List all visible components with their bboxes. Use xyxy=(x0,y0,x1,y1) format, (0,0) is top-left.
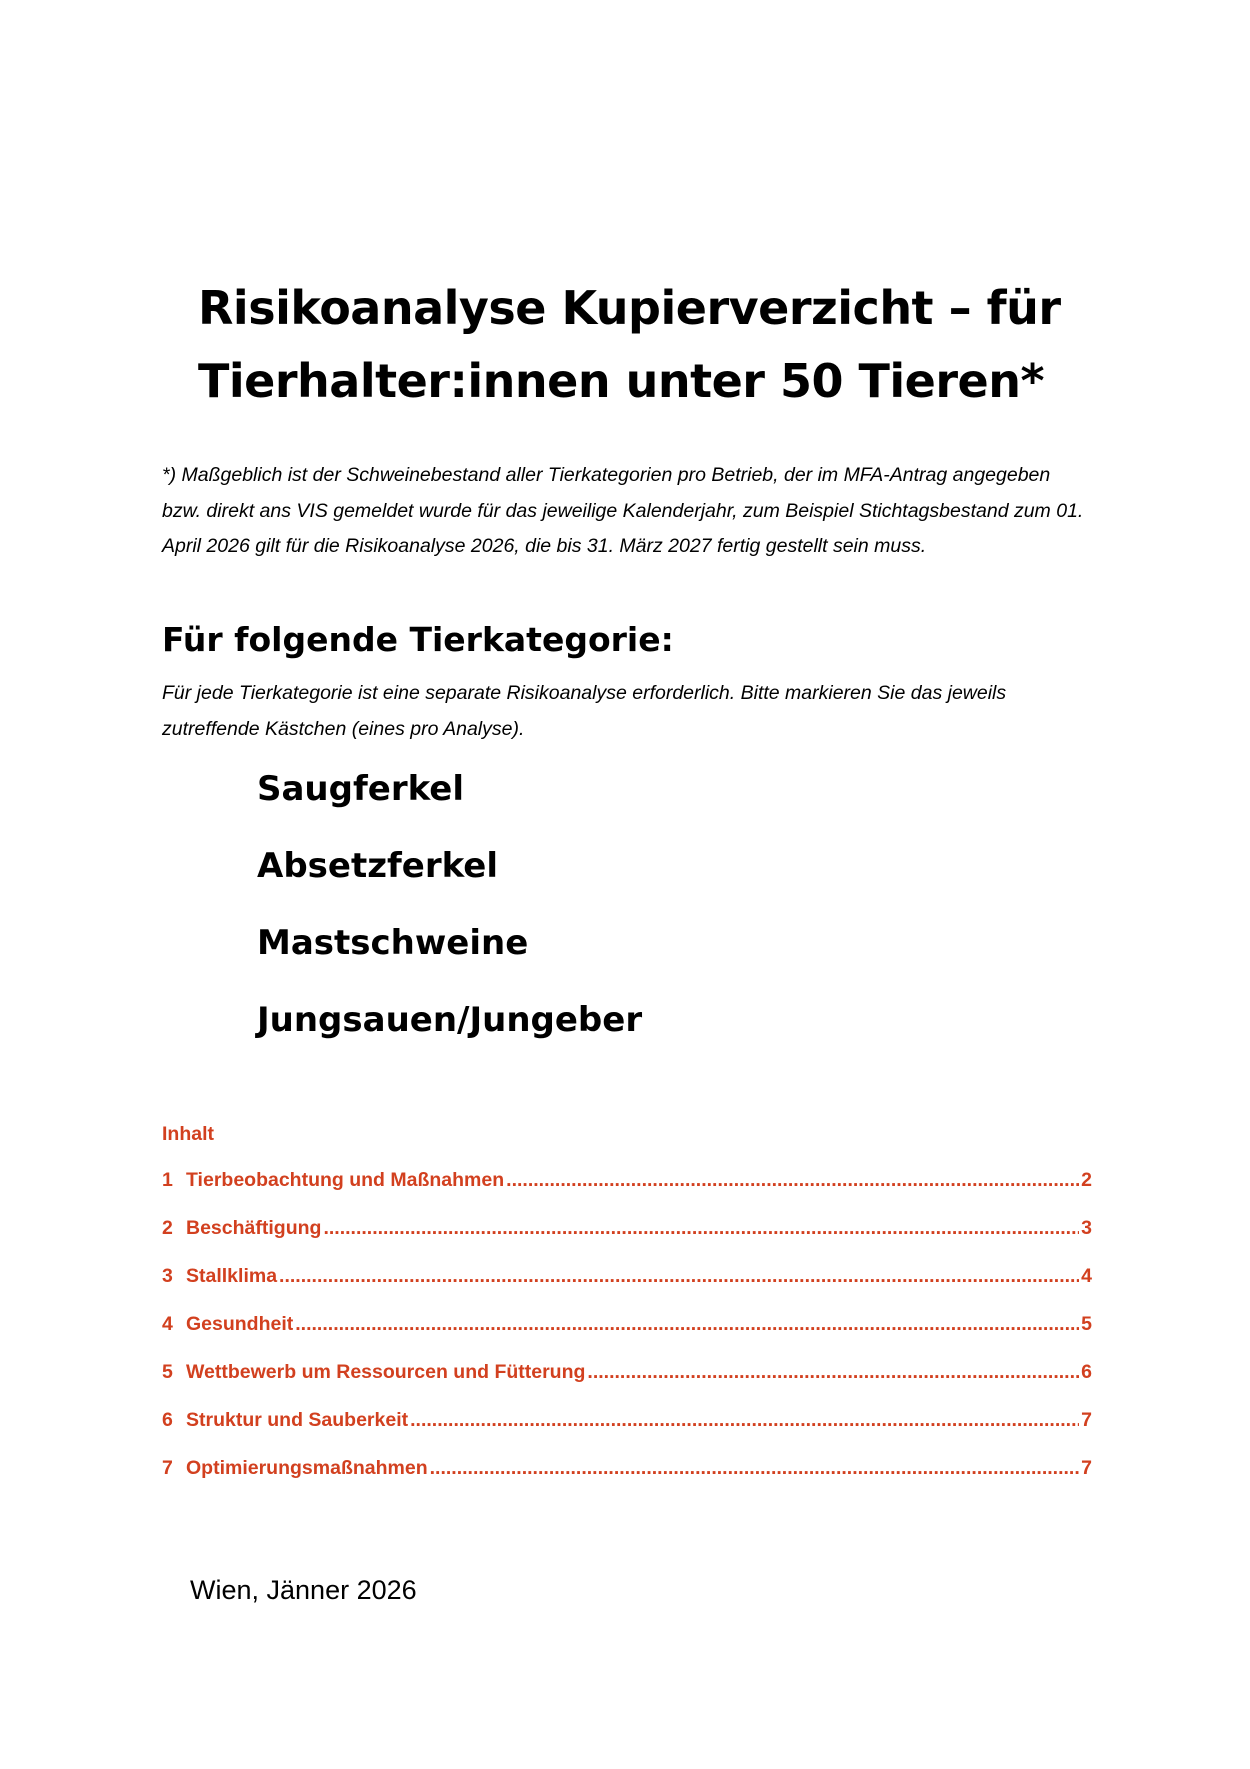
toc-entry-page: 7 xyxy=(1081,1457,1092,1479)
toc-entry-label: Tierbeobachtung und Maßnahmen xyxy=(186,1169,505,1191)
toc-dot-leader xyxy=(506,1164,1079,1196)
toc-entry-label: Stallklima xyxy=(186,1265,278,1287)
toc-entry-stallklima[interactable] xyxy=(162,1260,1092,1308)
place-and-date: Wien, Jänner 2026 xyxy=(190,1575,417,1605)
toc-entry-optimierung[interactable] xyxy=(162,1452,1092,1500)
toc-entry-number: 3 xyxy=(162,1265,173,1287)
toc-entry-number: 7 xyxy=(162,1457,173,1479)
toc-dot-leader xyxy=(430,1452,1080,1484)
toc-entry-label: Wettbewerb um Ressourcen und Fütterung xyxy=(186,1361,586,1383)
toc-entry-gesundheit[interactable] xyxy=(162,1308,1092,1356)
category-list xyxy=(257,764,642,1072)
toc-entry-struktur[interactable] xyxy=(162,1404,1092,1452)
footnote-text: *) Maßgeblich ist der Schweinebestand aller Tierkategorien pro Betrieb, der im MFA-Antrag angegeben bzw. direkt ans VIS gemeldet wurde für das jeweilige Kalenderjahr, zum Beispiel Stichtagsbestand zum 01. April 2026 gilt für die Risikoanalyse 2026, die bis 31. März 2027 fertig gestellt sein muss. xyxy=(162,464,1084,557)
toc-entry-label: Struktur und Sauberkeit xyxy=(186,1409,409,1431)
toc-entry-page: 6 xyxy=(1081,1361,1092,1383)
toc-dot-leader xyxy=(279,1260,1079,1292)
document-title-line-2: Tierhalter:innen unter 50 Tieren* xyxy=(198,354,1045,408)
toc-entry-number: 4 xyxy=(162,1313,173,1335)
category-item-absetzferkel: Absetzferkel xyxy=(257,846,499,886)
toc-dot-leader xyxy=(323,1212,1079,1244)
category-section-heading: Für folgende Tierkategorie: xyxy=(162,620,674,659)
toc-dot-leader xyxy=(295,1308,1079,1340)
toc-entry-page: 2 xyxy=(1081,1169,1092,1191)
toc-entry-page: 4 xyxy=(1081,1265,1092,1287)
toc-entry-number: 6 xyxy=(162,1409,173,1431)
toc-entry-label: Gesundheit xyxy=(186,1313,294,1335)
category-item-mastschweine: Mastschweine xyxy=(257,923,529,963)
document-title-line-1: Risikoanalyse Kupierverzicht – für xyxy=(198,281,1061,335)
toc-entry-page: 5 xyxy=(1081,1313,1092,1335)
toc-dot-leader xyxy=(410,1404,1079,1436)
toc-entry-page: 7 xyxy=(1081,1409,1092,1431)
document-title xyxy=(198,272,1098,418)
toc-entry-number: 1 xyxy=(162,1169,173,1191)
toc-title: Inhalt xyxy=(162,1123,214,1145)
toc-entry-tierbeobachtung[interactable] xyxy=(162,1164,1092,1212)
category-item-saugferkel: Saugferkel xyxy=(257,769,465,809)
table-of-contents xyxy=(162,1118,1092,1500)
toc-entry-beschaeftigung[interactable] xyxy=(162,1212,1092,1260)
toc-entry-number: 2 xyxy=(162,1217,173,1239)
toc-entry-label: Beschäftigung xyxy=(186,1217,322,1239)
toc-dot-leader xyxy=(587,1356,1079,1388)
category-item-jungsauen-jungeber: Jungsauen/Jungeber xyxy=(257,1000,643,1040)
category-instruction: Für jede Tierkategorie ist eine separate Risikoanalyse erforderlich. Bitte markieren Sie das jeweils zutreffende Kästchen (eines pro Analyse). xyxy=(162,682,1007,740)
toc-entry-page: 3 xyxy=(1081,1217,1092,1239)
toc-entry-wettbewerb[interactable] xyxy=(162,1356,1092,1404)
toc-entry-number: 5 xyxy=(162,1361,173,1383)
toc-entry-label: Optimierungsmaßnahmen xyxy=(186,1457,428,1479)
